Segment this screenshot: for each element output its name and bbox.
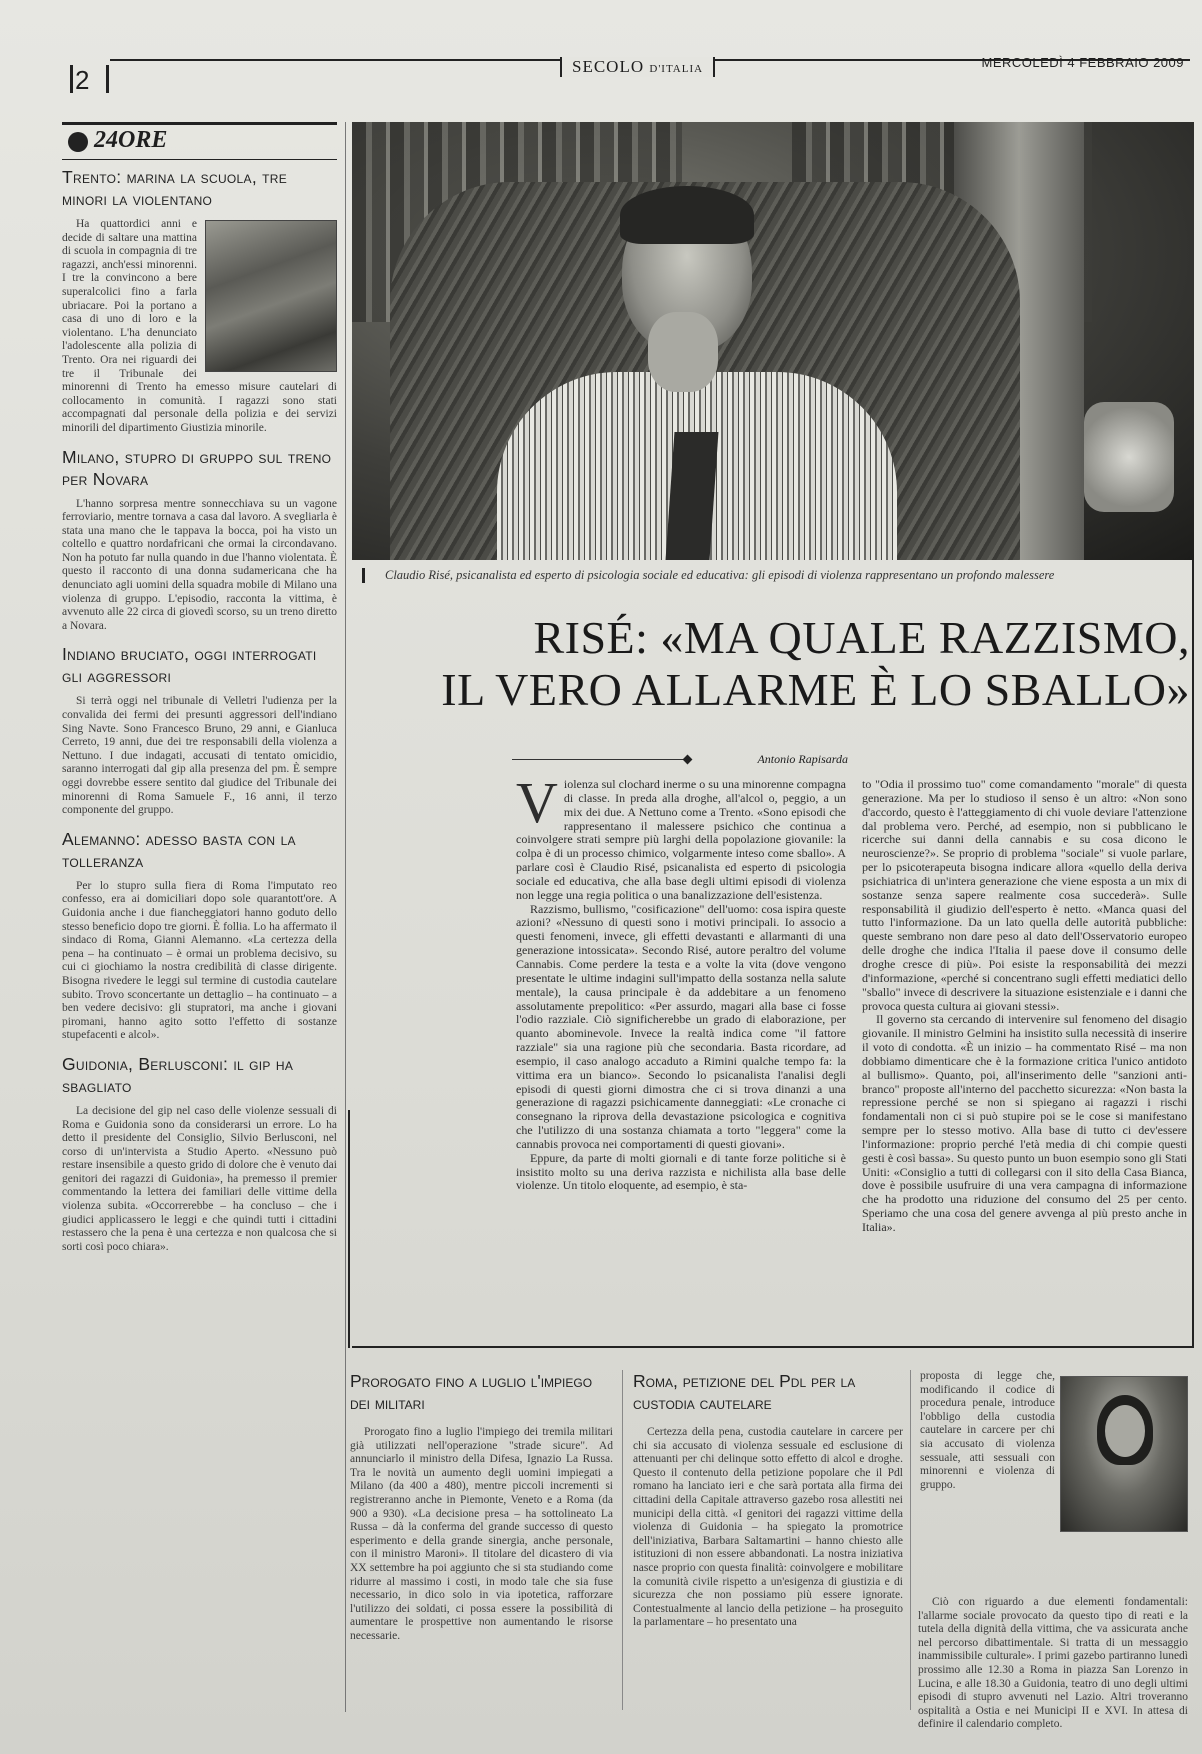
page-number: 2 (75, 65, 90, 95)
paper-name-small: D'ITALIA (649, 63, 704, 75)
headline-line: RISÉ: «MA QUALE RAZZISMO, (533, 612, 1190, 663)
drop-cap: V (516, 770, 558, 835)
page-number-bar (70, 65, 73, 93)
column-divider (345, 122, 346, 1712)
article-paragraph: Eppure, da parte di molti giornali e di tante forze politiche si è insistito molto su una deriva razzista e nichilista alla base delle violenze. Un titolo eloquente, ad esempio, è sta- (516, 1150, 846, 1193)
brief-indiano (62, 643, 337, 817)
person-hand (648, 312, 718, 392)
masthead (70, 55, 1190, 95)
person-tie (666, 432, 719, 560)
photo-caption: Claudio Risé, psicanalista ed esperto di psicologia sociale ed educativa: gli episodi di violenza rappresentano un profondo malessere (362, 568, 1202, 583)
article-paragraph: to "Odia il prossimo tuo" come comandamento "morale" di questa generazione. Ma per lo studioso il senso è un altro: «Non sono d'accordo, questo è l'atteggiamento di chi vuole deviare l'attenzione dal problema vero. Perché, ad esempio, non si pubblicano le ricerche sui danni della cannabis e su cosa dicono le neuroscienze?». Se proprio di problema "sociale" si vuole parlare, per lo psicoterapeuta bisogna indicare allora «quello della deriva psichiatrica di un'intera generazione che viene esposta a un mix di sostanze senza sapere realmente cosa succederà». Sulle responsabilità il giudizio dell'esperto è netto. «Manca quasi del tutto l'informazione. Da un lato quella delle autorità pubbliche: queste sembrano non dare peso al dato dell'Osservatorio europeo delle droghe che indica l'Italia il paese dove il consumo delle droghe cresce di più». Poi esiste la responsabilità dei mezzi d'informazione, «perché si concentrano sugli effetti mediatici dello "sballo" invece di descrivere la situazione esistenziale e i danni che provoca questa cultura ai giovani stessi». (862, 777, 1187, 1013)
brief-title: Trento: marina la scuola, tre minori la violentano (62, 167, 288, 209)
issue-date: MERCOLEDÌ 4 FEBBRAIO 2009 (981, 55, 1184, 70)
article-paragraph: Razzismo, bullismo, "cosificazione" dell'uomo: cosa ispira queste azioni? «Nessuno di questi sono i motivi principali. Io associo a questi fenomeni, invece, gli effetti devastanti e allarmanti di una generazione intossicata». Secondo Risé, autore peraltro del volume Cannabis. Come perdere la testa e a volte la vita (dove vengono presentate le ultime indagini sull'impatto della sostanza nella salute mentale), la causa principale è da addebitare a un fenomeno assolutamente prepolitico: «Per assurdo, magari alla base ci fosse l'odio razziale. Ciò significherebbe un grado di elaborazione, per quanto abominevole. Invece la realtà indica come "il fattore razziale" sia una ragione più che secondaria. Basta ricordare, ad esempio, il caso analogo accaduto a Rimini qualche tempo fa: la vittima era un bianco». Secondo lo psicanalista l'analisi degli episodi di questi giorni dimostra che ci si trova dinanzi a una generazione di ragazzi psichicamente danneggiati: «Le cronache ci consegnano la riprova della devastazione psicologica e cognitiva che l'utilizzo di una sostanza chiamata a torto "leggera" come la cannabis provoca nei comportamenti di questi giovani». (516, 901, 846, 1151)
lamp (1084, 402, 1174, 512)
article-text: iolenza sul clochard inerme o su una minorenne compagna di classe. In preda alla droghe, all'alcol o, peggio, a un mix dei due. A Nettuno come a Trento. «Sono episodi che rappresentano il malessere psichico che continua a coinvolgere strati sempre più larghi della popolazione giovanile: la colpa è di un processo chimico, volgarmente inteso come sballo». A parlare così è Claudio Risé, psicanalista ed esperto di psicologia sociale ed educativa, che alla base degli ultimi episodi di violenza non legge una regia politica o una banalizzazione dell'esistenza. (516, 777, 846, 902)
story-militari (350, 1370, 613, 1644)
person-hair (620, 186, 754, 244)
portrait-face (1105, 1405, 1145, 1457)
headline-line: IL VERO ALLARME È LO SBALLO» (441, 664, 1190, 715)
brief-title: Indiano bruciato, oggi interrogati gli aggressori (62, 644, 317, 687)
byline-rule (512, 759, 692, 760)
article-frame-rule (348, 1110, 350, 1348)
brief-body: L'hanno sorpresa mentre sonnecchiava su un vagone ferroviario, mentre tornava a casa dal lavoro. A svegliarla è stata una mano che le tappava la bocca, poi ha visto un coltello e quattro nordafricani che ormai la circondavano. Non ha potuto far nulla quando in due l'hanno violentata. È questo il racconto di una donna sudamericana che ha denunciato agli uomini della squadra mobile di Milano una violenza di gruppo. L'episodio, racconta la vittima, è avvenuto alle 22 circa di giovedì scorso, su un treno diretto a Novara. (62, 497, 337, 632)
brief-alemanno (62, 828, 337, 1043)
brief-milano (62, 446, 337, 634)
column-divider (910, 1370, 911, 1710)
page-number-bar (106, 65, 109, 93)
story-petizione (633, 1370, 903, 1630)
story-petizione-continued-2 (918, 1596, 1188, 1732)
article-frame-rule (352, 1346, 1194, 1348)
story-body: Ciò con riguardo a due elementi fondamentali: l'allarme sociale provocato da questo tipo di reati e la tutela della dignità della vittima, che va assicurata anche nel percorso dibattimentale. Si tratta di un messaggio inammissibile culturale». I primi gazebo partiranno lunedì prossimo alle 12.30 a Roma in piazza San Lorenzo in Lucina, e alle 18.30 a Guidonia, teatro di uno degli ultimi episodi di stupro avvenuti nel Lazio. Altri troveranno ospitalità a Ostia e nei Municipi II e XVI. In attesa di definire il calendario completo. (918, 1596, 1188, 1731)
news-briefs-column (62, 122, 337, 1264)
column-divider (622, 1370, 623, 1710)
paper-name (560, 57, 715, 77)
section-header (62, 122, 337, 160)
article-paragraph (516, 770, 846, 903)
article-frame-rule (1192, 560, 1194, 1348)
brief-body: Ha quattordici anni e decide di saltare una mattina di scuola in compagnia di tre ragazzi, anch'essi minorenni. I tre la convincono a bere superalcolici fino a farla ubriacare. Poi la portano a casa di uno di loro e la violentano. L'ha denunciato l'adolescente alla polizia di Trento. Ora nei riguardi dei tre il Tribunale dei minorenni di Trento ha emesso misure cautelari di collocamento in comunità. I ragazzi sono stati accompagnati dal personale della polizia e dei servizi minorili del dipartimento Giustizia minorile. (62, 218, 337, 434)
brief-body: Per lo stupro sulla fiera di Roma l'imputato reo confesso, era ai domiciliari dopo sole quarantott'ore. A Guidonia anche i due fiancheggiatori hanno goduto dello stesso beneficio dopo tre giorni. È follia. Lo ha affermato il sindaco di Roma, Gianni Alemanno. «La certezza della pena – ha continuato – è ormai un problema decisivo, su cui ci giochiamo la nostra credibilità di classe dirigente. Bisogna rivedere le leggi sul termine di custodia cautelare subito. Trovo sconcertante un dettaglio – ha continuato – a ben vedere decisivo: gli stupratori, ma anche i giovani piromani, hanno agito sotto l'effetto di sostanze stupefacenti e alcol». (62, 879, 337, 1042)
story-petizione-continued (920, 1370, 1055, 1492)
brief-body: Si terrà oggi nel tribunale di Velletri l'udienza per la convalida dei fermi dei presunti aggressori dell'indiano Sing Navte. Sono Francesco Bruno, 29 anni, e Gianluca Cerreto, 19 anni, due dei tre responsabili della violenza a Nettuno. I due indagati, accusati di tentato omicidio, saranno interrogati dal gip alla presenza del pm. È sempre oggi dovrebbe essere sentito dal giudice del Tribunale dei minorenni di Roma Samuele F., 16 anni, il terzo componente del gruppo. (62, 695, 337, 817)
story-body: proposta di legge che, modificando il codice di procedura penale, introduce l'obbligo della custodia cautelare in carcere per chi sia accusato di violenza sessuale, atti sessuali con minorenni e violenza di gruppo. (920, 1370, 1055, 1491)
article-column-1 (516, 770, 846, 1193)
feature-photo (352, 122, 1194, 560)
paper-name-main: SECOLO (572, 57, 645, 76)
article-column-2 (862, 778, 1187, 1235)
story-title: Roma, petizione del Pdl per la custodia cautelare (633, 1371, 856, 1413)
brief-title: Guidonia, Berlusconi: il gip ha sbagliato (62, 1053, 294, 1096)
brief-guidonia (62, 1053, 337, 1255)
section-label: 24ORE (94, 127, 168, 153)
brief-title: Alemanno: adesso basta con la tolleranza (62, 828, 296, 871)
byline: Antonio Rapisarda (757, 752, 848, 766)
feature-headline (360, 612, 1190, 716)
portrait-photo (1060, 1376, 1188, 1532)
brief-title: Milano, stupro di gruppo sul treno per Novara (62, 446, 332, 489)
brief-body: La decisione del gip nel caso delle violenze sessuali di Roma e Guidonia sono da considerarsi un errore. Lo ha detto il presidente del Consiglio, Silvio Berlusconi, nel corso di un'intervista a Studio Aperto. «Nessuno può restare insensibile a questo grido di dolore che è venuto dai genitori dei ragazzi di Guidonia», ha premesso il premier commentando la lettera dei familiari delle vittime della violenza subita. «Occorrerebbe – ha concluso – che i giudici applicassero le leggi e che quindi tutti i cittadini restassero che la pena è una certezza e non qualcosa che si sorti così poco chiara». (62, 1104, 337, 1253)
brief-photo (205, 220, 337, 372)
story-title: Prorogato fino a luglio l'impiego dei militari (350, 1371, 593, 1413)
story-body: Prorogato fino a luglio l'impiego dei tremila militari già utilizzati nell'operazione "strade sicure". Ad annunciarlo il ministro della Difesa, Ignazio La Russa. Tra le novità un aumento degli uomini impiegati a Milano (da 400 a 480), mentre piccoli incrementi si registreranno anche in Piemonte, Veneto e a Roma (da 900 a 930). «La decisione presa – ha sottolineato La Russa – dà la conferma del grande successo di questo esperimento e della grande sinergia, anche personale, con il ministro Maroni». Il titolare del dicastero di via XX settembre ha poi aggiunto che si sta studiando come ridurre al massimo i costi, in modo tale che sia fuse necessario, in dico solo in via ipotetica, rafforzare l'utilizzo dei soldati, ci possa essere la possibilità di aumentare le prospettive non aumentando le risorse necessarie. (350, 1426, 613, 1642)
article-paragraph: Il governo sta cercando di intervenire sul fenomeno del disagio giovanile. Il ministro Gelmini ha insistito sulla necessità di inserire il voto di condotta. «È un inizio – ha commentato Risé – ma non dobbiamo dimenticare che è la formazione critica l'unico antidoto al bullismo». Quanto, poi, all'inserimento delle "sanzioni anti-branco" proposte all'interno del pacchetto sicurezza: «Non basta la repressione perché se non si spiegano ai ragazzi i rischi fondamentali non ci si può stupire poi se le cose si manifestano sempre per lo stesso motivo. Alla base di tutto ci dev'essere l'informazione: proprio perché l'età media di chi compie questi gesti è così bassa». Su questo punto un buon esempio sono gli Stati Uniti: «Consiglio a tutti di collegarsi con il sito della Casa Bianca, dove è possibile usufruire di una vera campagna di informazione che ha prodotto una riduzione del consumo del 25 per cento. Speriamo che una cosa del genere avvenga al più presto anche in Italia». (862, 1012, 1187, 1234)
globe-icon (68, 132, 88, 152)
brief-trento (62, 166, 337, 436)
story-body: Certezza della pena, custodia cautelare in carcere per chi sia accusato di violenza sessuale ed esclusione di attenuanti per chi delinque sotto effetto di alcol e droghe. Questo il contenuto della petizione popolare che il Pdl romano ha lanciato ieri e che sarà portata alla firma dei cittadini della Capitale attraverso gazebo rosa allestiti nei municipi della città. «I genitori dei ragazzi vittime della violenza di Guidonia – ha spiegato la promotrice dell'iniziativa, Barbara Saltamartini – hanno chiesto alle istituzioni di non essere abbandonati. La nostra iniziativa nasce proprio con questa finalità: coinvolgere e mobilitare la comunità civile rispetto a un'esigenza di giustizia e di sicurezza che non possiamo più essere ignorate. Contestualmente al lancio della petizione – ha proseguito la parlamentare – ho presentato una (633, 1426, 903, 1629)
